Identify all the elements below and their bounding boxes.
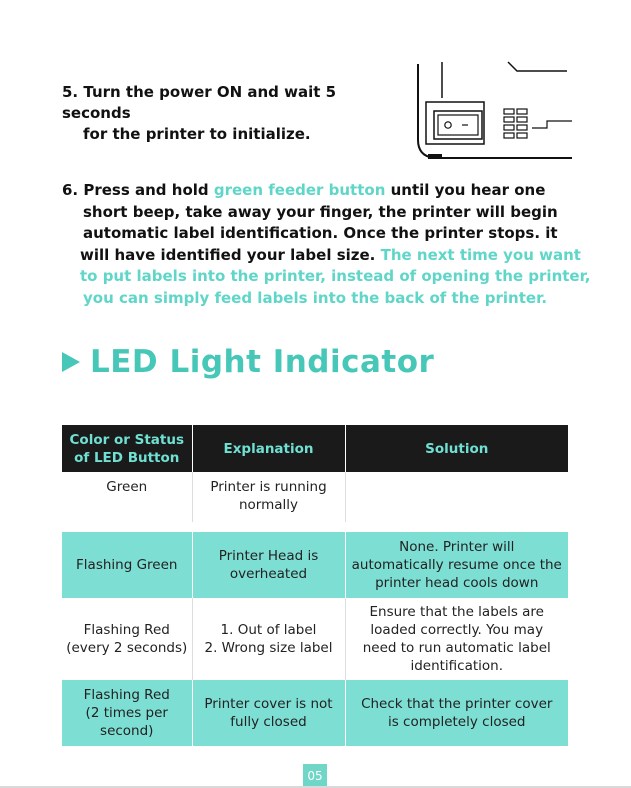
table-row xyxy=(62,680,568,746)
table-row xyxy=(62,532,568,598)
table-row xyxy=(62,472,568,522)
tip-highlight: The next time you want xyxy=(380,245,581,264)
step-6-text: will have identified your label size. xyxy=(80,245,381,264)
cell-color: Flashing Green xyxy=(62,532,192,598)
cell-color: Green xyxy=(106,479,148,495)
step-6-line-3: automatic label identification. Once the printer stops. it xyxy=(83,224,558,242)
step-6-line-5: to put labels into the printer, instead of opening the printer, xyxy=(80,267,591,285)
step-6-line-6: you can simply feed labels into the back of the printer. xyxy=(83,288,548,307)
led-indicator-table xyxy=(62,425,568,746)
table-header-row xyxy=(62,425,568,472)
header-explanation: Explanation xyxy=(192,425,345,472)
step-6-text: 6. Press and hold xyxy=(62,181,214,199)
table-row xyxy=(62,598,568,680)
cell-solution: Ensure that the labels are loaded correctly. You may need to run automatic label identification. xyxy=(345,598,568,680)
green-feeder-button-highlight: green feeder button xyxy=(213,181,386,199)
step-6-line-2: short beep, take away your finger, the printer will begin xyxy=(83,202,558,221)
cell-color: Flashing Red (2 times per second) xyxy=(62,680,192,746)
step-6 xyxy=(62,180,591,309)
step-6-line-1 xyxy=(62,180,572,202)
cell-explanation: Printer is running normally xyxy=(192,472,345,522)
cell-explanation: Printer Head is overheated xyxy=(192,532,345,598)
play-triangle-icon xyxy=(62,352,80,372)
step-5 xyxy=(62,82,407,145)
page-number: 05 xyxy=(303,764,327,788)
printer-power-switch-illustration xyxy=(412,58,572,168)
section-title-text: LED Light Indicator xyxy=(90,344,435,380)
step-5-line-2: for the printer to initialize. xyxy=(83,125,311,143)
section-title xyxy=(62,340,434,384)
header-solution: Solution xyxy=(345,425,568,472)
cell-solution: None. Printer will automatically resume once the printer head cools down xyxy=(345,532,568,598)
cell-solution xyxy=(345,472,568,522)
step-6-text: until you hear one xyxy=(385,181,546,199)
cell-solution: Check that the printer cover is completely closed xyxy=(345,680,568,746)
cell-explanation: Printer cover is not fully closed xyxy=(192,680,345,746)
cell-color: Flashing Red (every 2 seconds) xyxy=(66,622,188,656)
cell-explanation: 1. Out of label 2. Wrong size label xyxy=(192,598,345,680)
step-5-line-1: 5. Turn the power ON and wait 5 seconds xyxy=(62,83,337,122)
step-6-line-4 xyxy=(62,245,581,267)
header-color-status: Color or Status of LED Button xyxy=(62,425,192,472)
